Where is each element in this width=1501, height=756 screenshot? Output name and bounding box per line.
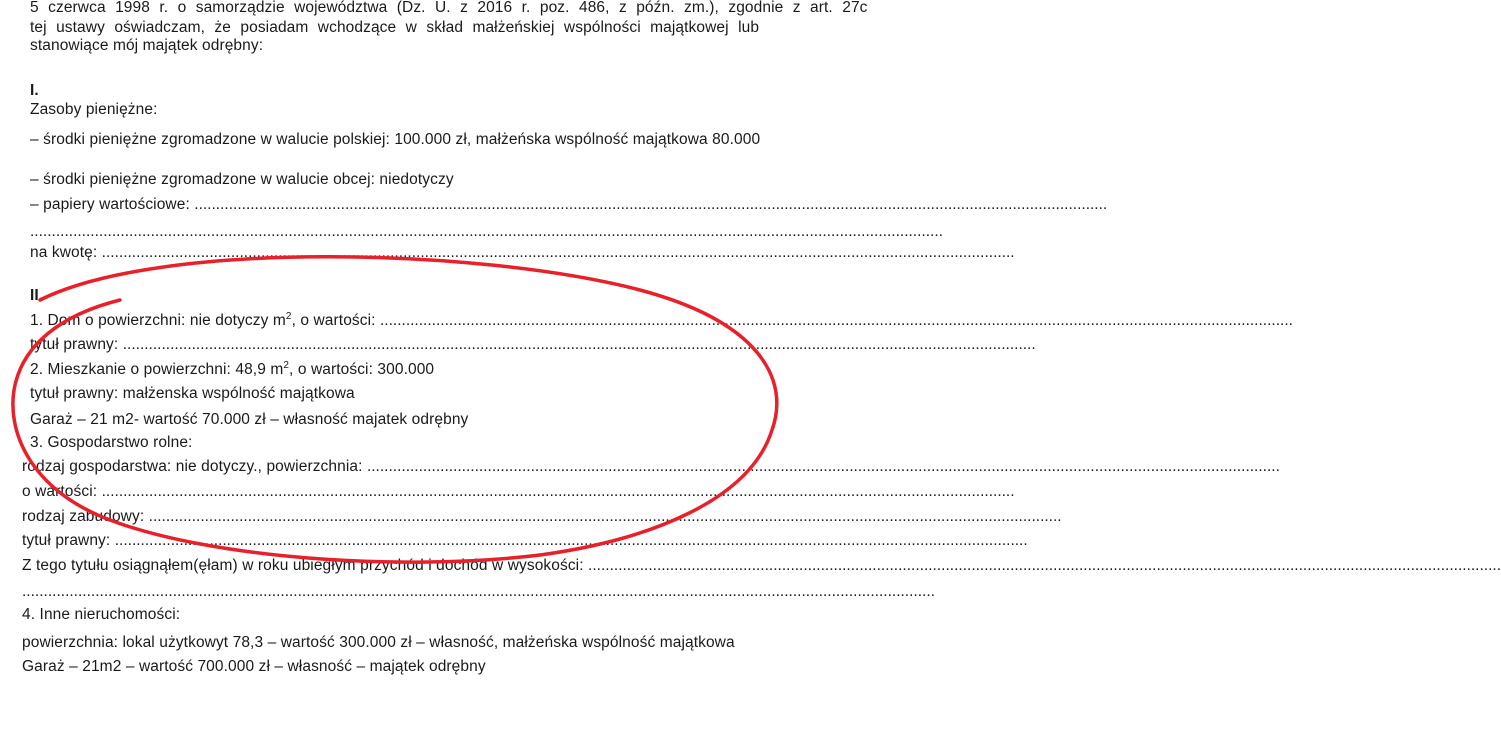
intro-line-1: 5 czerwca 1998 r. o samorządzie województwa (Dz. U. z 2016 r. poz. 486, z późn. zm.), zgodnie z art. 27c xyxy=(30,0,868,16)
farm-heading: 3. Gospodarstwo rolne: xyxy=(30,434,193,451)
section-1-title: Zasoby pieniężne: xyxy=(30,101,158,118)
farm-income-row: Z tego tytułu osiągnąłem(ęłam) w roku ubiegłym przychód i dochód w wysokości: .................................................................................................................................................................................................................... xyxy=(22,557,1501,574)
amount-row: na kwotę: .................................................................................................................................................................................................................... xyxy=(30,244,1015,261)
house-title-row: tytuł prawny: .................................................................................................................................................................................................................... xyxy=(30,336,1036,353)
farm-title-row: tytuł prawny: .................................................................................................................................................................................................................... xyxy=(22,532,1028,549)
cash-foreign: – środki pieniężne zgromadzone w walucie obcej: niedotyczy xyxy=(30,171,454,188)
farm-buildings-row: rodzaj zabudowy: .................................................................................................................................................................................................................... xyxy=(22,508,1062,525)
other-property-garage: Garaż – 21m2 – wartość 700.000 zł – własność – majątek odrębny xyxy=(22,658,486,675)
section-2-heading: II. xyxy=(30,287,44,304)
blank-dotted-line-1: .................................................................................................................................................................................................................... xyxy=(30,223,943,240)
amount-label: na kwotę: xyxy=(30,244,102,261)
section-1-heading: I. xyxy=(30,82,39,99)
intro-line-2: tej ustawy oświadczam, że posiadam wchodzące w skład małżeńskiej wspólności majątkowej lub xyxy=(30,19,760,36)
securities-row xyxy=(30,196,1108,214)
flat-row: 2. Mieszkanie o powierzchni: 48,9 $m^2$, o wartości: 300.000 xyxy=(30,360,435,378)
house-row: 1. Dom o powierzchni: nie dotyczy $m^2$, o wartości: .................................................................................................................................................................................................................... xyxy=(30,311,1293,329)
cash-pln: – środki pieniężne zgromadzone w walucie polskiej: 100.000 zł, małżeńska wspólność majątkowa 80.000 xyxy=(30,131,761,148)
intro-line-3: stanowiące mój majątek odrębny: xyxy=(30,37,264,54)
blank-dotted-line-2: .................................................................................................................................................................................................................... xyxy=(22,583,935,600)
garage-1: Garaż – 21 m2- wartość 70.000 zł – własność majatek odrębny xyxy=(30,411,469,428)
other-property-area: powierzchnia: lokal użytkowyt 78,3 – wartość 300.000 zł – własność, małżeńska wspólność majątkowa xyxy=(22,634,735,651)
securities-label: – papiery wartościowe: xyxy=(30,196,195,213)
securities-dots: .................................................................................................................................................................................................................... xyxy=(194,196,1108,213)
other-property-heading: 4. Inne nieruchomości: xyxy=(22,606,181,623)
flat-title: tytuł prawny: małżenska wspólność majątkowa xyxy=(30,385,355,402)
farm-type-row: rodzaj gospodarstwa: nie dotyczy., powierzchnia: .................................................................................................................................................................................................................... xyxy=(22,458,1280,475)
farm-value-row: o wartości: .................................................................................................................................................................................................................... xyxy=(22,483,1015,500)
